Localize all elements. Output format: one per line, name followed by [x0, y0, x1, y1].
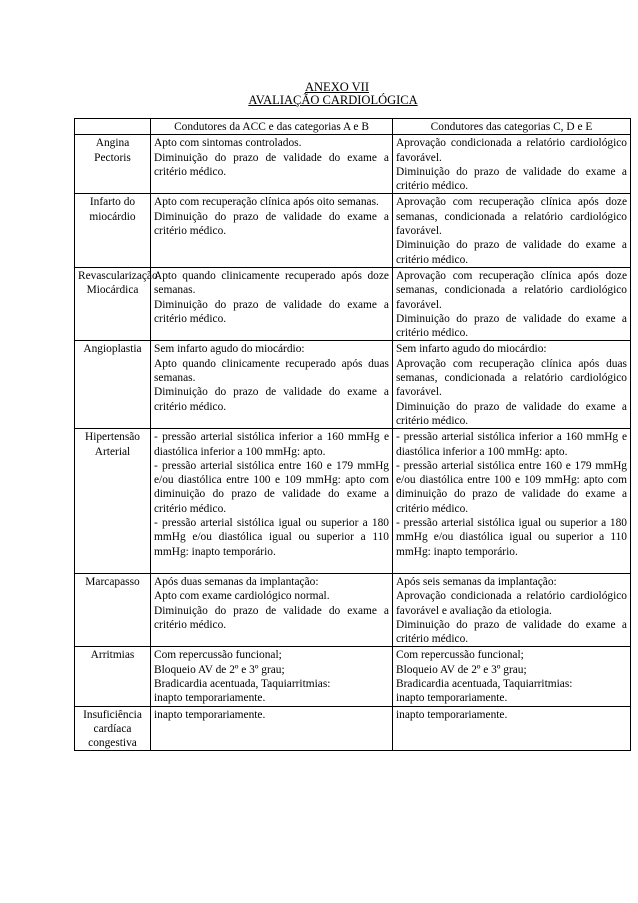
- condition-cell: [75, 706, 151, 751]
- table-row: [75, 135, 631, 194]
- ab-line: Após duas semanas da implantação:: [154, 575, 319, 588]
- ab-line: Diminuição do prazo de validade do exame a critério médico.: [154, 298, 389, 325]
- cde-cell: [393, 194, 631, 267]
- condition-name: Revascularização Miocárdica: [78, 269, 158, 297]
- condition-name: Infarto do miocárdio: [89, 196, 136, 223]
- cde-cell: [393, 647, 631, 706]
- ab-line: Sem infarto agudo do miocárdio:: [154, 343, 305, 356]
- condition-name: Angina Pectoris: [94, 137, 131, 164]
- cde-line: inapto temporariamente.: [396, 708, 508, 721]
- table-row: [75, 194, 631, 267]
- cde-line: - pressão arterial sistólica entre 160 e 179 mmHg e/ou diastólica entre 100 e 109 mmHg: apto com diminuição do prazo de validade do exame a critério médico.: [396, 459, 627, 515]
- ab-line: - pressão arterial sistólica entre 160 e 179 mmHg e/ou diastólica entre 100 e 109 mmHg: apto com diminuição do prazo de validade do exame a critério médico.: [154, 459, 389, 515]
- cardiology-evaluation-table: [74, 118, 631, 751]
- condition-name: Insuficiência cardíaca congestiva: [83, 708, 142, 750]
- ab-line: inapto temporariamente.: [154, 692, 266, 705]
- ab-line: - pressão arterial sistólica inferior a 160 mmHg e diastólica inferior a 100 mmHg: apto.: [154, 431, 389, 458]
- header-categories-ab: Condutores da ACC e das categorias A e B: [151, 119, 393, 135]
- ab-line: Diminuição do prazo de validade do exame a critério médico.: [154, 604, 389, 631]
- ab-line: - pressão arterial sistólica igual ou superior a 180 mmHg e/ou diastólica igual ou superior a 110 mmHg: inapto temporário.: [154, 517, 389, 558]
- cde-line: Aprovação com recuperação clínica após doze semanas, condicionada a relatório cardiológico favorável.: [396, 269, 627, 311]
- cde-line: Após seis semanas da implantação:: [396, 575, 557, 588]
- cde-cell: [393, 341, 631, 429]
- condition-cell: [75, 267, 158, 340]
- ab-line: Diminuição do prazo de validade do exame a critério médico.: [154, 210, 389, 238]
- cde-line: Sem infarto agudo do miocárdio:: [396, 343, 547, 356]
- condition-cell: [75, 341, 151, 429]
- cde-line: Bradicardia acentuada, Taquiarritmias:: [396, 677, 573, 690]
- cde-line: Aprovação com recuperação clínica após doze semanas, condicionada a relatório cardiológico favorável.: [396, 196, 627, 238]
- ab-cell: [151, 267, 393, 340]
- cde-cell: [393, 706, 631, 751]
- header-blank: [75, 119, 151, 135]
- condition-cell: [75, 647, 151, 706]
- table-row: [75, 706, 631, 751]
- cde-line: Diminuição do prazo de validade do exame a critério médico.: [396, 618, 627, 646]
- ab-line: Apto quando clinicamente recuperado após doze semanas.: [154, 269, 389, 297]
- ab-cell: [151, 647, 393, 706]
- cde-line: - pressão arterial sistólica inferior a 160 mmHg e diastólica inferior a 100 mmHg: apto.: [396, 431, 627, 458]
- cde-line: - pressão arterial sistólica igual ou superior a 180 mmHg e/ou diastólica igual ou superior a 110 mmHg: inapto temporário.: [396, 517, 627, 558]
- document-title: ANEXO VII: [305, 80, 369, 94]
- ab-cell: [151, 341, 393, 429]
- cde-line: inapto temporariamente.: [396, 692, 508, 705]
- header-row: [75, 119, 631, 135]
- table-row: [75, 429, 631, 574]
- cde-line: Bloqueio AV de 2º e 3º grau;: [396, 663, 527, 676]
- ab-line: inapto temporariamente.: [154, 708, 266, 721]
- table-row: [75, 267, 631, 340]
- cde-line: Diminuição do prazo de validade do exame a critério médico.: [396, 312, 627, 340]
- cde-cell: [393, 135, 631, 194]
- ab-cell: [151, 706, 393, 751]
- condition-cell: [75, 429, 151, 574]
- document-subtitle: AVALIAÇÃO CARDIOLÓGICA: [248, 93, 418, 107]
- ab-line: Apto com sintomas controlados.: [154, 137, 302, 150]
- ab-line: Apto quando clinicamente recuperado após duas semanas.: [154, 357, 389, 385]
- ab-cell: [151, 429, 393, 574]
- ab-cell: [151, 135, 393, 194]
- ab-line: Diminuição do prazo de validade do exame a critério médico.: [154, 151, 389, 178]
- cde-line: Diminuição do prazo de validade do exame a critério médico.: [396, 239, 627, 266]
- condition-cell: [75, 573, 151, 646]
- condition-name: Arritmias: [90, 649, 135, 662]
- cde-line: Aprovação condicionada a relatório cardiológico favorável.: [396, 137, 627, 164]
- condition-cell: [75, 194, 151, 267]
- condition-cell: [75, 135, 151, 194]
- cde-cell: [393, 429, 631, 574]
- ab-line: Apto com exame cardiológico normal.: [154, 590, 330, 603]
- condition-name: Angioplastia: [83, 343, 142, 356]
- ab-line: Apto com recuperação clínica após oito semanas.: [154, 196, 379, 209]
- table-row: [75, 573, 631, 646]
- cde-line: Diminuição do prazo de validade do exame a critério médico.: [396, 165, 627, 193]
- cde-cell: [393, 267, 631, 340]
- ab-line: Com repercussão funcional;: [154, 649, 282, 662]
- table-row: [75, 647, 631, 706]
- cde-line: Aprovação com recuperação clínica após duas semanas, condicionada a relatório cardiológico favorável.: [396, 357, 627, 399]
- cde-line: Com repercussão funcional;: [396, 649, 524, 662]
- cde-line: Aprovação condicionada a relatório cardiológico favorável e avaliação da etiologia.: [396, 590, 627, 617]
- header-categories-cde: Condutores das categorias C, D e E: [393, 119, 631, 135]
- ab-cell: [151, 194, 393, 267]
- table-row: [75, 341, 631, 429]
- cde-line: Diminuição do prazo de validade do exame a critério médico.: [396, 400, 627, 427]
- cde-cell: [393, 573, 631, 646]
- condition-name: Marcapasso: [85, 575, 140, 588]
- ab-cell: [151, 573, 393, 646]
- ab-line: Diminuição do prazo de validade do exame a critério médico.: [154, 386, 389, 413]
- ab-line: Bloqueio AV de 2º e 3º grau;: [154, 663, 285, 676]
- condition-name: Hipertensão Arterial: [84, 431, 141, 458]
- ab-line: Bradicardia acentuada, Taquiarritmias:: [154, 677, 331, 690]
